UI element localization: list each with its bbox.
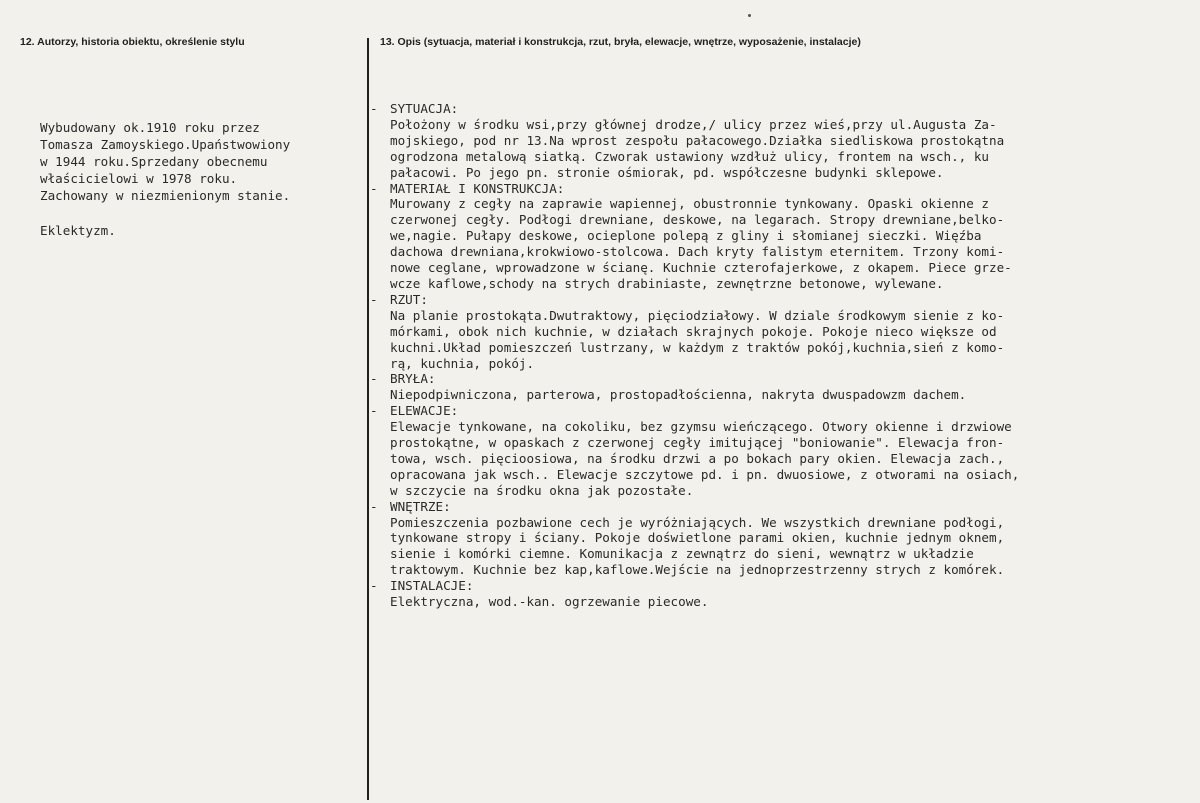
section-title: ELEWACJE: xyxy=(390,403,459,419)
section-text-line: pałacowi. Po jego pn. stronie ośmiorak, pd. współczesne budynki sklepowe. xyxy=(390,164,944,180)
right-column-header: 13. Opis (sytuacja, materiał i konstrukcja, rzut, bryła, elewacje, wnętrze, wyposażenie, instalacje) xyxy=(380,36,861,48)
section-text-line: ogrodzona metalową siatką. Czworak ustawiony wzdłuż ulicy, frontem na wsch., ku xyxy=(390,148,989,164)
section-text-line: we,nagie. Pułapy deskowe, ocieplone polepą z gliny i słomianej sieczki. Więźba xyxy=(390,228,982,244)
section-text-line: sienie i komórki ciemne. Komunikacja z zewnątrz do sieni, wewnątrz w układzie xyxy=(390,546,974,562)
section-text-line: Niepodpiwniczona, parterowa, prostopadłościenna, nakryta dwuspadowzm dachem. xyxy=(390,387,967,403)
history-line: Tomasza Zamoyskiego.Upaństwowiony xyxy=(40,137,291,152)
section-heading xyxy=(370,403,1195,419)
section xyxy=(370,371,1195,403)
dash-marker: - xyxy=(370,371,378,387)
dash-marker: - xyxy=(370,498,378,514)
section-text-line: mórkami, obok nich kuchnie, w działach skrajnych pokoje. Pokoje nieco większe od xyxy=(390,323,997,339)
section-title: RZUT: xyxy=(390,291,428,307)
history-line: właścicielowi w 1978 roku. xyxy=(40,171,238,186)
history-block xyxy=(40,119,365,239)
section-heading xyxy=(370,499,1195,515)
left-column-header: 12. Autorzy, historia obiektu, określenie stylu xyxy=(20,36,245,48)
section-title: SYTUACJA: xyxy=(390,101,459,116)
section-text-line: czerwonej cegły. Podłogi drewniane, deskowe, na legarach. Stropy drewniane,belko- xyxy=(390,212,1005,228)
dash-marker: - xyxy=(370,578,378,594)
section-text-line: wcze kaflowe,schody na strych drabiniaste, zewnętrzne betonowe, wylewane. xyxy=(390,275,944,291)
section-title: WNĘTRZE: xyxy=(390,498,451,514)
history-line: Wybudowany ok.1910 roku przez xyxy=(40,120,260,135)
section-heading xyxy=(370,371,1195,387)
section-text-line: Elewacje tynkowane, na cokoliku, bez gzymsu wieńczącego. Otwory okienne i drzwiowe xyxy=(390,419,1012,435)
ink-dot xyxy=(748,14,751,17)
section-text-line: dachowa drewniana,krokwiowo-stolcowa. Dach kryty falistym eternitem. Trzony komi- xyxy=(390,244,1005,260)
section-text-line: opracowana jak wsch.. Elewacje szczytowe pd. i pn. dwuosiowe, z otworami na osiach, xyxy=(390,466,1020,482)
section-heading xyxy=(370,181,1195,197)
section-text-line: prostokątne, w opaskach z czerwonej cegły imitującej "boniowanie". Elewacja fron- xyxy=(390,435,1005,451)
section-text-line: rą, kuchnia, pokój. xyxy=(390,355,535,371)
history-line: Zachowany w niezmienionym stanie. xyxy=(40,188,291,203)
section-text-line: w szczycie na środku okna jak pozostałe. xyxy=(390,482,694,498)
section xyxy=(370,181,1195,292)
section-text-line: Na planie prostokąta.Dwutraktowy, pięciodziałowy. W dziale środkowym sienie z ko- xyxy=(390,307,1005,323)
dash-marker: - xyxy=(370,180,378,196)
style-label: Eklektyzm. xyxy=(40,223,116,238)
section xyxy=(370,101,1195,181)
dash-marker: - xyxy=(370,101,378,116)
dash-marker: - xyxy=(370,403,378,419)
section xyxy=(370,403,1195,498)
section xyxy=(370,499,1195,579)
section-text-line: mojskiego, pod nr 13.Na wprost zespołu pałacowego.Działka siedliskowa prostokątna xyxy=(390,132,1005,148)
section-text-line: Murowany z cegły na zaprawie wapiennej, obustronnie tynkowany. Opaski okienne z xyxy=(390,196,989,212)
section-heading xyxy=(370,101,1195,117)
section xyxy=(370,292,1195,372)
history-line: w 1944 roku.Sprzedany obecnemu xyxy=(40,154,268,169)
section-text-line: Elektryczna, wod.-kan. ogrzewanie piecowe. xyxy=(390,594,709,610)
section-title: INSTALACJE: xyxy=(390,578,474,594)
section-text-line: kuchni.Układ pomieszczeń lustrzany, w każdym z traktów pokój,kuchnia,sień z komo- xyxy=(390,339,1005,355)
section-title: BRYŁA: xyxy=(390,371,436,387)
section-title: MATERIAŁ I KONSTRUKCJA: xyxy=(390,180,565,196)
column-divider xyxy=(367,38,369,800)
section-text-line: Pomieszczenia pozbawione cech je wyróżniających. We wszystkich drewniane podłogi, xyxy=(390,514,1005,530)
section-text-line: traktowym. Kuchnie bez kap,kaflowe.Wejście na jednoprzestrzenny strych z komórek. xyxy=(390,562,1005,578)
section-heading xyxy=(370,578,1195,594)
description-block xyxy=(370,101,1195,610)
dash-marker: - xyxy=(370,291,378,307)
section xyxy=(370,578,1195,610)
section-text-line: nowe ceglane, wprowadzone w ścianę. Kuchnie czterofajerkowe, z okapem. Piece grze- xyxy=(390,260,1012,276)
section-text-line: towa, wsch. pięcioosiowa, na środku drzwi a po bokach pary okien. Elewacja zach., xyxy=(390,450,1005,466)
section-text-line: tynkowane stropy i ściany. Pokoje doświetlone parami okien, kuchnie jednym oknem, xyxy=(390,530,1005,546)
section-text-line: Położony w środku wsi,przy głównej drodze,/ ulicy przez wieś,przy ul.Augusta Za- xyxy=(390,116,997,132)
section-heading xyxy=(370,292,1195,308)
